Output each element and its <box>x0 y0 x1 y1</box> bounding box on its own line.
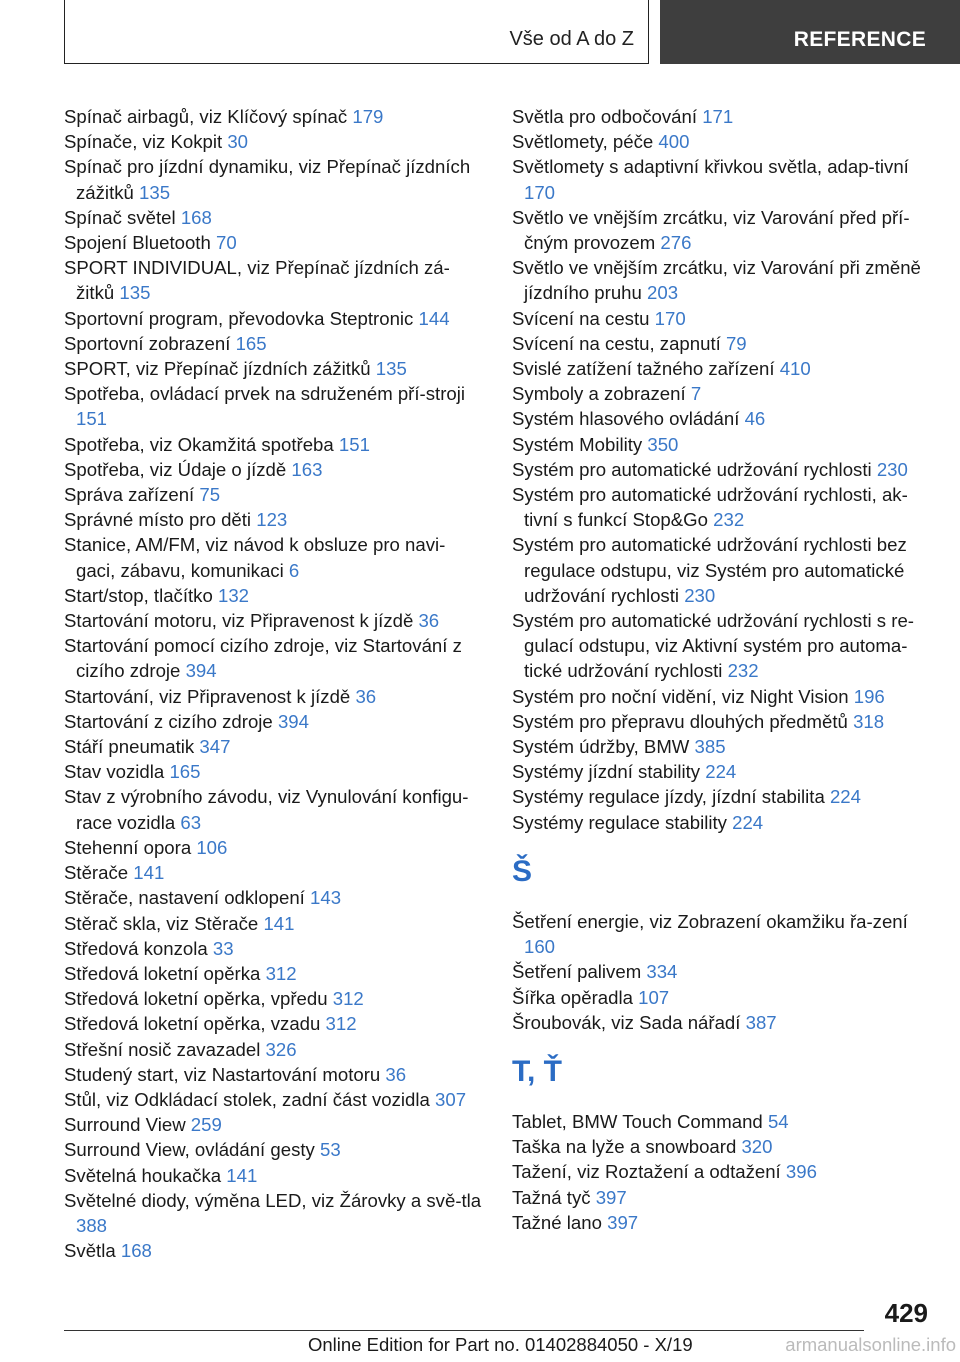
footer-divider <box>64 1330 864 1331</box>
index-entry <box>64 230 484 255</box>
entry-term: Systém pro automatické udržování rychlosti, ak‐tivní s funkcí Stop&Go <box>512 484 908 531</box>
entry-term: Světelné diody, výměna LED, viz Žárovky a svě‐tla <box>64 1189 482 1211</box>
entry-page-link[interactable]: 410 <box>779 358 811 380</box>
entry-page-link[interactable]: 33 <box>212 937 234 959</box>
entry-term: Šetření energie, viz Zobrazení okamžiku řa‐zení <box>512 910 908 932</box>
entry-term: Spotřeba, viz Okamžitá spotřeba <box>64 433 334 455</box>
entry-term: Systém pro automatické udržování rychlosti s re‐gulací odstupu, viz Aktivní systém pro automa‐tické udržování rychlosti <box>512 610 914 682</box>
entry-term: Tažné lano <box>512 1211 602 1233</box>
entry-page-link[interactable]: 312 <box>265 962 297 984</box>
entry-term: Světlo ve vnějším zrcátku, viz Varování před pří‐čným provozem <box>512 206 910 254</box>
index-entry <box>512 1134 932 1159</box>
index-column-right <box>512 104 932 1235</box>
index-entry <box>512 331 932 356</box>
index-entry <box>64 986 484 1011</box>
entry-term: Světlomety s adaptivní křivkou světla, adap‐tivní <box>512 156 909 178</box>
entry-term: Spínač airbagů, viz Klíčový spínač <box>64 106 348 127</box>
entry-page-link[interactable]: 7 <box>690 383 702 405</box>
entry-term: Střešní nosič zavazadel <box>64 1038 261 1060</box>
entry-term: Systém hlasového ovládání <box>512 408 740 430</box>
index-entry <box>64 482 484 507</box>
entry-term: Spojení Bluetooth <box>64 232 211 254</box>
index-entry <box>64 507 484 532</box>
index-entry <box>64 860 484 885</box>
index-entry <box>64 1037 484 1062</box>
index-entry <box>512 356 932 381</box>
index-entry <box>64 961 484 986</box>
index-entry <box>64 1188 484 1238</box>
entry-page-link[interactable]: 224 <box>829 786 861 808</box>
entry-term: Tažení, viz Roztažení a odtažení <box>512 1161 781 1183</box>
index-entry <box>64 104 484 129</box>
entry-page-link[interactable]: 141 <box>263 912 295 934</box>
index-entry <box>512 734 932 759</box>
entry-page-link[interactable]: 350 <box>647 433 679 455</box>
index-entry <box>512 784 932 809</box>
index-column-left <box>64 104 484 1263</box>
section-tab <box>64 0 649 64</box>
entry-page-link[interactable]: 232 <box>727 660 759 682</box>
entry-page-link[interactable]: 276 <box>660 232 692 254</box>
entry-term: Stěrače, nastavení odklopení <box>64 887 305 909</box>
entry-page-link[interactable]: 224 <box>705 761 737 783</box>
entry-page-link[interactable]: 203 <box>647 282 679 304</box>
entry-page-link[interactable]: 168 <box>120 1240 152 1262</box>
index-entry <box>512 1109 932 1134</box>
entry-term: Startování, viz Připravenost k jízdě <box>64 685 351 707</box>
index-entry <box>64 255 484 305</box>
entry-term: Středová loketní opěrka, vzadu <box>64 1013 321 1035</box>
index-entry <box>512 532 932 608</box>
index-entry <box>512 381 932 406</box>
entry-page-link[interactable]: 394 <box>185 660 217 682</box>
entry-term: Startování pomocí cizího zdroje, viz Startování z cizího zdroje <box>64 635 462 682</box>
entry-term: Symboly a zobrazení <box>512 383 686 405</box>
entry-term: Správné místo pro děti <box>64 509 252 531</box>
entry-term: Systém pro automatické udržování rychlosti <box>512 458 872 480</box>
index-entry <box>64 532 484 582</box>
entry-page-link[interactable]: 165 <box>169 761 201 783</box>
entry-term: Stehenní opora <box>64 836 192 858</box>
index-entry <box>64 381 484 431</box>
entry-page-link[interactable]: 143 <box>310 887 342 909</box>
entry-page-link[interactable]: 107 <box>638 986 670 1008</box>
entry-term: Systém pro přepravu dlouhých předmětů <box>512 710 848 732</box>
index-entry <box>64 331 484 356</box>
index-group-sh <box>512 909 932 1035</box>
entry-term: Středová konzola <box>64 937 208 959</box>
index-entry <box>512 1159 932 1184</box>
entry-page-link[interactable]: 63 <box>180 811 202 833</box>
page-header <box>0 0 960 66</box>
entry-term: Stáří pneumatik <box>64 736 195 758</box>
index-group-s <box>512 104 932 835</box>
index-entry <box>512 1210 932 1235</box>
index-entry <box>512 457 932 482</box>
entry-term: Stav z výrobního závodu, viz Vynulování konfigu‐race vozidla <box>64 786 469 833</box>
entry-page-link[interactable]: 312 <box>332 988 364 1010</box>
entry-page-link[interactable]: 230 <box>876 458 908 480</box>
entry-term: Systém pro noční vidění, viz Night Vision <box>512 685 849 707</box>
entry-page-link[interactable]: 397 <box>607 1211 639 1233</box>
entry-term: Surround View <box>64 1114 186 1136</box>
entry-term: Tablet, BMW Touch Command <box>512 1110 763 1132</box>
entry-page-link[interactable]: 232 <box>713 509 745 531</box>
entry-page-link[interactable]: 135 <box>119 282 151 304</box>
entry-term: Surround View, ovládání gesty <box>64 1139 315 1161</box>
index-entry <box>64 936 484 961</box>
entry-page-link[interactable]: 394 <box>277 710 309 732</box>
entry-term: Správa zařízení <box>64 484 195 506</box>
index-entry <box>64 1087 484 1112</box>
index-entry <box>512 255 932 305</box>
index-entry <box>64 306 484 331</box>
entry-term: Světelná houkačka <box>64 1164 222 1186</box>
entry-page-link[interactable]: 151 <box>76 408 108 430</box>
entry-term: Spínač pro jízdní dynamiku, viz Přepínač jízdních zážitků <box>64 156 471 203</box>
entry-term: Systémy regulace stability <box>512 811 727 833</box>
entry-term: Světla <box>64 1240 116 1262</box>
index-entry <box>64 1137 484 1162</box>
letter-heading-sh: Š <box>512 854 533 888</box>
index-entry <box>64 684 484 709</box>
entry-page-link[interactable]: 196 <box>853 685 885 707</box>
entry-term: Systémy regulace jízdy, jízdní stabilita <box>512 786 825 808</box>
entry-page-link[interactable]: 135 <box>375 358 407 380</box>
index-entry <box>512 1185 932 1210</box>
index-entry <box>64 759 484 784</box>
entry-page-link[interactable]: 36 <box>385 1063 407 1085</box>
index-entry <box>64 734 484 759</box>
entry-page-link[interactable]: 170 <box>654 307 686 329</box>
entry-term: Svícení na cestu <box>512 307 650 329</box>
entry-page-link[interactable]: 326 <box>265 1038 297 1060</box>
index-entry <box>64 608 484 633</box>
chapter-tab <box>660 0 960 64</box>
entry-page-link[interactable]: 400 <box>658 131 690 153</box>
index-entry <box>64 1112 484 1137</box>
entry-page-link[interactable]: 259 <box>190 1114 222 1136</box>
entry-term: Systém pro automatické udržování rychlosti bez regulace odstupu, viz Systém pro automatické udržování rychlosti <box>512 534 907 606</box>
entry-page-link[interactable]: 318 <box>853 710 885 732</box>
entry-page-link[interactable]: 224 <box>732 811 764 833</box>
entry-term: Stěrače <box>64 862 129 884</box>
index-entry <box>512 306 932 331</box>
index-entry <box>512 1010 932 1035</box>
index-entry <box>64 1062 484 1087</box>
entry-page-link[interactable]: 54 <box>767 1110 789 1132</box>
index-entry <box>512 608 932 684</box>
index-entry <box>512 684 932 709</box>
entry-page-link[interactable]: 396 <box>785 1161 817 1183</box>
index-entry <box>64 154 484 204</box>
index-entry <box>512 985 932 1010</box>
entry-term: Středová loketní opěrka <box>64 962 261 984</box>
entry-term: Stůl, viz Odkládací stolek, zadní část vozidla <box>64 1088 430 1110</box>
entry-term: Spotřeba, ovládací prvek na sdruženém pří‐stroji <box>64 383 465 405</box>
index-entry <box>512 810 932 835</box>
index-entry <box>64 709 484 734</box>
entry-page-link[interactable]: 30 <box>227 131 248 153</box>
entry-term: Startování z cizího zdroje <box>64 710 273 732</box>
entry-page-link[interactable]: 179 <box>352 106 384 127</box>
index-entry <box>64 1238 484 1263</box>
entry-page-link[interactable]: 151 <box>338 433 370 455</box>
entry-page-link[interactable]: 141 <box>133 862 165 884</box>
entry-term: Světla pro odbočování <box>512 106 698 127</box>
entry-term: Šroubovák, viz Sada nářadí <box>512 1011 741 1033</box>
entry-term: Sportovní zobrazení <box>64 332 231 354</box>
entry-page-link[interactable]: 170 <box>524 181 556 203</box>
entry-page-link[interactable]: 53 <box>320 1139 341 1161</box>
index-entry <box>512 205 932 255</box>
footer-watermark: armanualsonline.info <box>785 1334 956 1355</box>
entry-term: Spínače, viz Kokpit <box>64 131 223 153</box>
index-entry <box>64 205 484 230</box>
index-entry <box>64 356 484 381</box>
entry-term: Stav vozidla <box>64 761 165 783</box>
entry-term: SPORT INDIVIDUAL, viz Přepínač jízdních zá‐žitků <box>64 257 450 304</box>
index-entry <box>512 482 932 532</box>
entry-page-link[interactable]: 163 <box>291 458 323 480</box>
index-entry <box>512 406 932 431</box>
index-entry <box>512 432 932 457</box>
entry-term: Svícení na cestu, zapnutí <box>512 332 721 354</box>
entry-page-link[interactable]: 144 <box>418 307 450 329</box>
entry-page-link[interactable]: 171 <box>702 106 734 127</box>
entry-page-link[interactable]: 141 <box>226 1164 258 1186</box>
index-entry <box>512 959 932 984</box>
entry-page-link[interactable]: 36 <box>418 610 440 632</box>
entry-term: Světlo ve vnějším zrcátku, viz Varování při změně jízdního pruhu <box>512 257 921 304</box>
index-entry <box>64 432 484 457</box>
index-entry <box>512 759 932 784</box>
index-group-t <box>512 1109 932 1235</box>
index-entry <box>512 154 932 204</box>
entry-term: Startování motoru, viz Připravenost k jízdě <box>64 610 414 632</box>
section-title: Vše od A do Z <box>509 28 634 50</box>
entry-page-link[interactable]: 168 <box>180 206 212 228</box>
index-entry <box>512 709 932 734</box>
entry-page-link[interactable]: 230 <box>684 584 716 606</box>
entry-page-link[interactable]: 387 <box>745 1011 777 1033</box>
entry-term: Studený start, viz Nastartování motoru <box>64 1063 381 1085</box>
entry-term: Systém Mobility <box>512 433 643 455</box>
entry-page-link[interactable]: 307 <box>435 1088 467 1110</box>
chapter-title: REFERENCE <box>793 28 926 51</box>
entry-page-link[interactable]: 334 <box>646 961 678 983</box>
index-entry <box>64 885 484 910</box>
entry-term: Sportovní program, převodovka Steptronic <box>64 307 414 329</box>
entry-term: Taška na lyže a snowboard <box>512 1136 737 1158</box>
entry-page-link[interactable]: 160 <box>524 936 556 958</box>
entry-page-link[interactable]: 36 <box>355 685 377 707</box>
index-entry <box>512 104 932 129</box>
footer-edition: Online Edition for Part no. 01402884050 - X/19 <box>308 1334 693 1355</box>
entry-page-link[interactable]: 135 <box>139 181 171 203</box>
entry-page-link[interactable]: 123 <box>256 509 288 531</box>
entry-page-link[interactable]: 385 <box>694 736 726 758</box>
entry-term: Šířka opěradla <box>512 986 633 1008</box>
entry-term: Stanice, AM/FM, viz návod k obsluze pro navi‐gaci, zábavu, komunikaci <box>64 534 446 581</box>
entry-page-link[interactable]: 320 <box>741 1136 773 1158</box>
entry-page-link[interactable]: 79 <box>725 332 747 354</box>
entry-page-link[interactable]: 132 <box>218 584 250 606</box>
entry-page-link[interactable]: 106 <box>196 836 228 858</box>
index-entry <box>64 1011 484 1036</box>
entry-term: Spínač světel <box>64 206 176 228</box>
entry-page-link[interactable]: 347 <box>199 736 231 758</box>
entry-page-link[interactable]: 75 <box>199 484 221 506</box>
index-entry <box>64 633 484 683</box>
entry-term: Svislé zatížení tažného zařízení <box>512 358 775 380</box>
index-entry <box>512 129 932 154</box>
index-entry <box>64 911 484 936</box>
index-entry <box>64 129 484 154</box>
index-entry <box>64 583 484 608</box>
entry-term: Světlomety, péče <box>512 131 654 153</box>
index-entry <box>64 1163 484 1188</box>
entry-term: Spotřeba, viz Údaje o jízdě <box>64 458 287 480</box>
entry-page-link[interactable]: 46 <box>744 408 766 430</box>
entry-page-link[interactable]: 165 <box>235 332 267 354</box>
entry-term: Systémy jízdní stability <box>512 761 701 783</box>
entry-page-link[interactable]: 6 <box>288 559 300 581</box>
page-number: 429 <box>884 1298 928 1328</box>
entry-term: Start/stop, tlačítko <box>64 584 213 606</box>
entry-term: Středová loketní opěrka, vpředu <box>64 988 328 1010</box>
letter-heading-t: T, Ť <box>512 1054 562 1088</box>
entry-page-link[interactable]: 397 <box>595 1186 627 1208</box>
entry-term: SPORT, viz Přepínač jízdních zážitků <box>64 358 371 380</box>
entry-page-link[interactable]: 70 <box>215 232 237 254</box>
entry-term: Šetření palivem <box>512 961 642 983</box>
entry-page-link[interactable]: 312 <box>325 1013 357 1035</box>
index-entry <box>64 457 484 482</box>
entry-term: Tažná tyč <box>512 1186 591 1208</box>
entry-term: Systém údržby, BMW <box>512 736 690 758</box>
index-entry <box>512 909 932 959</box>
index-entry <box>64 835 484 860</box>
entry-term: Stěrač skla, viz Stěrače <box>64 912 259 934</box>
entry-page-link[interactable]: 388 <box>76 1214 108 1236</box>
index-entry <box>64 784 484 834</box>
